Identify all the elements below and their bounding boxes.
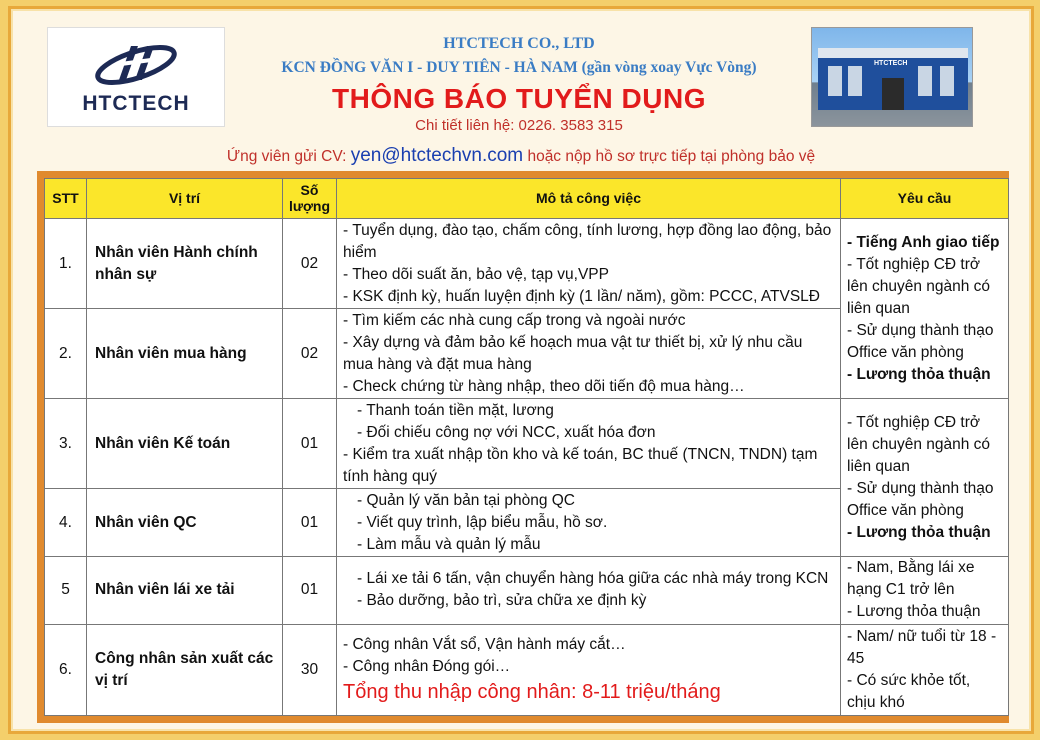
row-quantity: 30 <box>283 624 337 715</box>
desc-line: - Bảo dưỡng, bảo trì, sửa chữa xe định kỳ <box>357 592 647 610</box>
desc-line: - Check chứng từ hàng nhập, theo dõi tiến độ mua hàng… <box>343 377 745 395</box>
desc-line: - Tìm kiếm các nhà cung cấp trong và ngoài nước <box>343 311 686 329</box>
table-row <box>45 624 1009 715</box>
cv-instruction <box>11 145 1031 167</box>
factory-building <box>818 48 968 110</box>
row-stt: 6. <box>45 624 87 715</box>
table-row <box>45 399 1009 489</box>
req-line: - Lương thỏa thuận <box>847 365 991 383</box>
req-line: - Nam/ nữ tuổi từ 18 - 45 <box>847 627 997 667</box>
htc-logo-icon <box>91 38 181 90</box>
recruitment-poster <box>8 6 1034 734</box>
header-text <box>231 35 807 134</box>
desc-line: - Tuyển dụng, đào tạo, chấm công, tính lương, hợp đồng lao động, bảo hiểm <box>343 221 832 261</box>
company-address: KCN ĐỒNG VĂN I - DUY TIÊN - HÀ NAM (gần vòng xoay Vực Vòng) <box>281 59 757 76</box>
factory-photo <box>811 27 973 127</box>
row-quantity: 01 <box>283 399 337 489</box>
table-row <box>45 219 1009 309</box>
header-description: Mô tả công việc <box>337 179 841 219</box>
contact-phone: Chi tiết liên hệ: 0226. 3583 315 <box>415 117 623 134</box>
table-row <box>45 557 1009 625</box>
desc-line: - Quản lý văn bản tại phòng QC <box>357 491 575 509</box>
row-stt: 5 <box>45 557 87 625</box>
requirements-accounting <box>841 399 1009 557</box>
req-line: - Tiếng Anh giao tiếp <box>847 233 1000 251</box>
logo-text: HTCTECH <box>82 92 190 115</box>
req-line: - Lương thỏa thuận <box>847 523 991 541</box>
req-line: - Tốt nghiệp CĐ trở lên chuyên ngành có liên quan <box>847 255 991 317</box>
desc-line: - KSK định kỳ, huấn luyện định kỳ (1 lần/ năm), gồm: PCCC, ATVSLĐ <box>343 287 820 305</box>
req-line: - Lương thỏa thuận <box>847 603 981 621</box>
job-table-frame <box>37 171 1009 723</box>
row-position: Nhân viên Kế toán <box>87 399 283 489</box>
row-description <box>337 399 841 489</box>
row-description <box>337 557 841 625</box>
row-stt: 2. <box>45 309 87 399</box>
company-logo <box>47 27 225 127</box>
requirements-office <box>841 219 1009 399</box>
row-quantity: 02 <box>283 309 337 399</box>
req-line: - Sử dụng thành thạo Office văn phòng <box>847 321 994 361</box>
desc-line: - Viết quy trình, lập biểu mẫu, hồ sơ. <box>357 513 608 531</box>
desc-line: - Lái xe tải 6 tấn, vận chuyển hàng hóa giữa các nhà máy trong KCN <box>357 570 829 588</box>
row-description <box>337 219 841 309</box>
header-quantity: Số lượng <box>283 179 337 219</box>
cv-suffix: hoặc nộp hồ sơ trực tiếp tại phòng bảo vệ <box>523 148 816 165</box>
desc-line: - Theo dõi suất ăn, bảo vệ, tạp vụ,VPP <box>343 265 609 283</box>
desc-line: - Kiểm tra xuất nhập tồn kho và kế toán, BC thuế (TNCN, TNDN) tạm tính hàng quý <box>343 445 818 485</box>
header-stt: STT <box>45 179 87 219</box>
table-header-row <box>45 179 1009 219</box>
desc-line: - Công nhân Đóng gói… <box>343 657 511 675</box>
desc-line: - Làm mẫu và quản lý mẫu <box>357 535 541 553</box>
requirements-worker <box>841 624 1009 715</box>
factory-sign: HTCTECH <box>874 60 908 67</box>
company-name: HTCTECH CO., LTD <box>443 35 595 52</box>
req-line: - Sử dụng thành thạo Office văn phòng <box>847 479 994 519</box>
desc-line: - Thanh toán tiền mặt, lương <box>357 401 554 419</box>
job-table <box>44 178 1009 716</box>
header-position: Vị trí <box>87 179 283 219</box>
row-position: Công nhân sản xuất các vị trí <box>87 624 283 715</box>
row-description <box>337 489 841 557</box>
row-description <box>337 624 841 715</box>
row-position: Nhân viên mua hàng <box>87 309 283 399</box>
req-line: - Có sức khỏe tốt, chịu khó <box>847 671 971 711</box>
cv-email-link[interactable]: yen@htctechvn.com <box>350 145 524 166</box>
req-line: - Tốt nghiệp CĐ trở lên chuyên ngành có liên quan <box>847 413 991 475</box>
row-position: Nhân viên QC <box>87 489 283 557</box>
row-quantity: 02 <box>283 219 337 309</box>
desc-line: - Xây dựng và đảm bảo kế hoạch mua vật tư thiết bị, xử lý nhu cầu mua hàng và đặt mua hàng <box>343 333 803 373</box>
row-stt: 3. <box>45 399 87 489</box>
desc-line: - Công nhân Vắt sổ, Vận hành máy cắt… <box>343 635 626 653</box>
row-stt: 1. <box>45 219 87 309</box>
row-position: Nhân viên Hành chính nhân sự <box>87 219 283 309</box>
row-position: Nhân viên lái xe tải <box>87 557 283 625</box>
row-stt: 4. <box>45 489 87 557</box>
row-quantity: 01 <box>283 557 337 625</box>
row-description <box>337 309 841 399</box>
row-quantity: 01 <box>283 489 337 557</box>
requirements-driver <box>841 557 1009 625</box>
desc-line: - Đối chiếu công nợ với NCC, xuất hóa đơn <box>357 423 656 441</box>
cv-prefix: Ứng viên gửi CV: <box>226 148 351 165</box>
req-line: - Nam, Bằng lái xe hạng C1 trở lên <box>847 559 975 599</box>
page-title: THÔNG BÁO TUYỂN DỤNG <box>332 83 706 114</box>
worker-income: Tổng thu nhập công nhân: 8-11 triệu/tháng <box>343 680 721 703</box>
header-requirements: Yêu cầu <box>841 179 1009 219</box>
